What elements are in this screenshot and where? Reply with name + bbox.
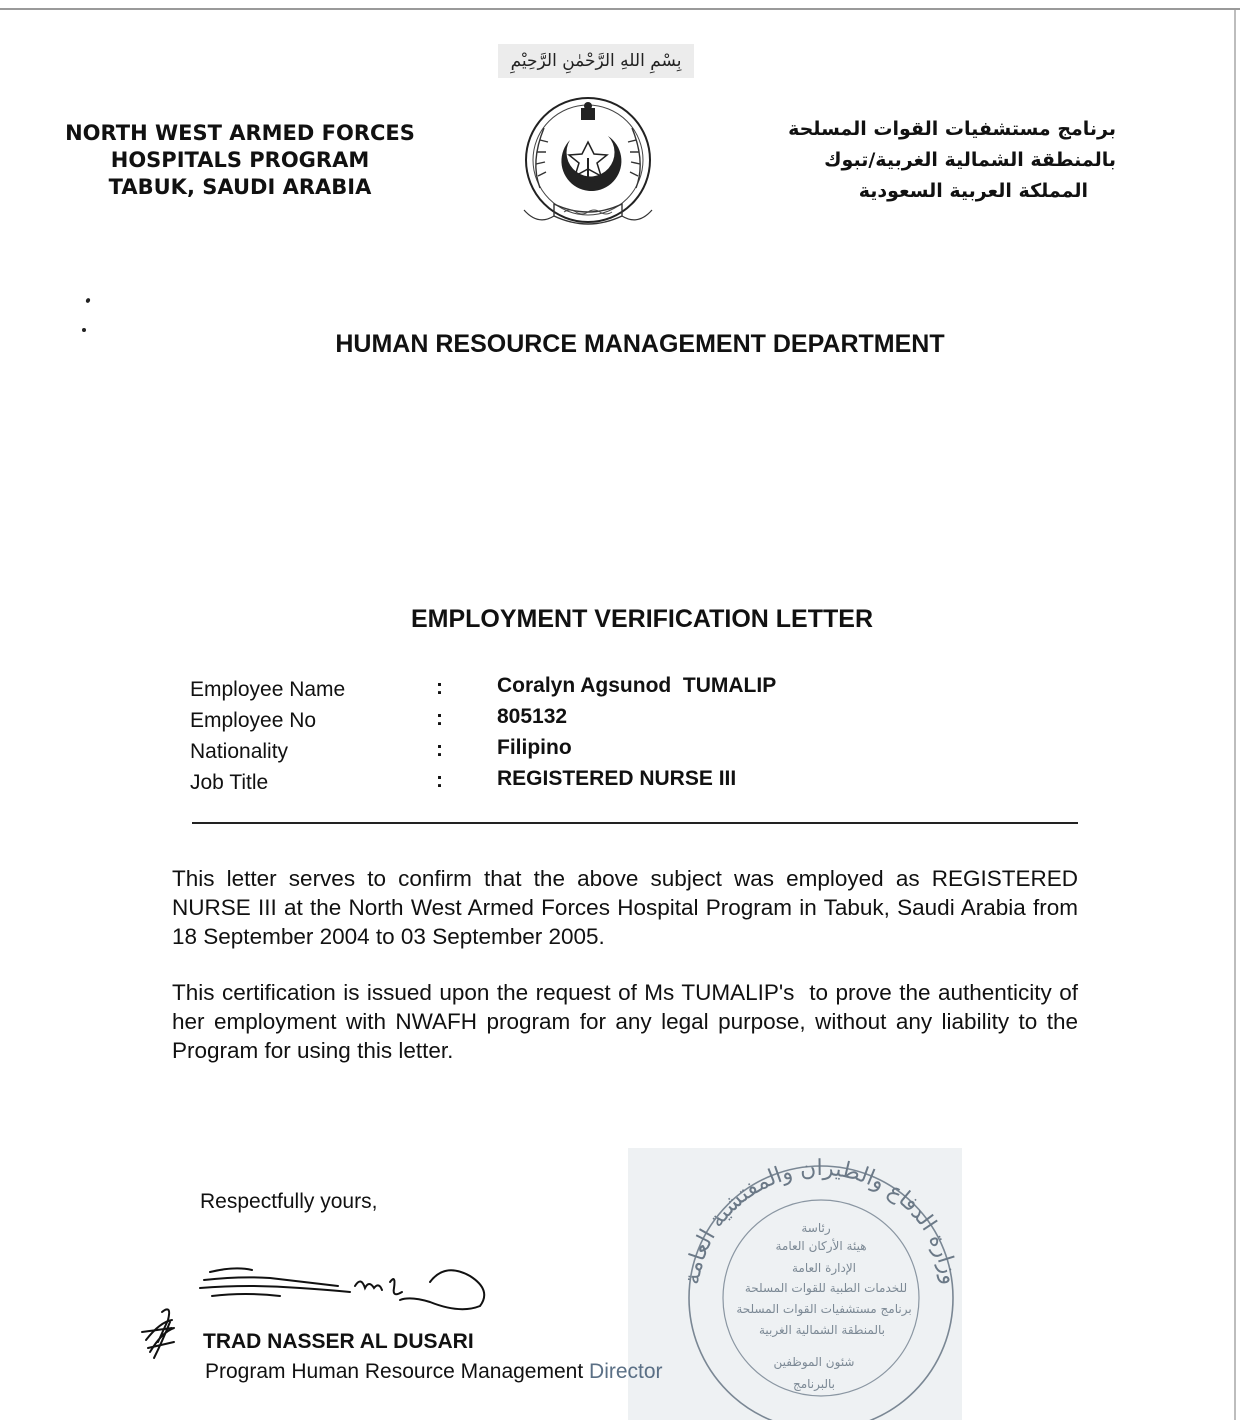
signer-name: TRAD NASSER AL DUSARI xyxy=(203,1330,474,1353)
stamp-line: برنامج مستشفيات القوات المسلحة xyxy=(736,1302,912,1316)
field-value: REGISTERED NURSE III xyxy=(497,767,737,790)
field-value: Filipino xyxy=(497,736,572,759)
org-ar-line-3: المملكة العربية السعودية xyxy=(858,180,1088,202)
page-top-rule xyxy=(0,8,1240,10)
body-paragraph-employment: This letter serves to confirm that the above subject was employed as REGISTERED NURSE III at the North West Armed Forces Hospital Program in Tabuk, Saudi Arabia from 18 September 2004 to 03 September 2005. xyxy=(172,866,1078,949)
stamp-line: بالبرنامج xyxy=(792,1377,836,1391)
org-en-line-3: TABUK, SAUDI ARABIA xyxy=(108,175,372,199)
stamp-line: رئاسة xyxy=(801,1221,831,1235)
stamp-line: هيئة الأركان العامة xyxy=(775,1239,867,1253)
department-heading: HUMAN RESOURCE MANAGEMENT DEPARTMENT xyxy=(335,330,945,358)
org-en-line-2: HOSPITALS PROGRAM xyxy=(110,148,370,172)
field-row-employee-no xyxy=(190,703,890,734)
field-separator: : xyxy=(436,738,443,761)
signer-title-main: Program Human Resource Management xyxy=(205,1360,584,1383)
field-label: Employee Name xyxy=(190,678,346,701)
field-row-employee-name xyxy=(190,672,890,703)
field-separator: : xyxy=(436,769,443,792)
employee-details xyxy=(190,672,890,796)
org-en-line-1: NORTH WEST ARMED FORCES xyxy=(65,121,415,145)
stamp-ring-text: وزارة الدفاع والطيران والمفتشية العامة xyxy=(679,1155,963,1287)
field-label: Job Title xyxy=(190,771,269,794)
page-right-edge xyxy=(1234,10,1236,1420)
letter-title: EMPLOYMENT VERIFICATION LETTER xyxy=(410,605,874,633)
armed-forces-emblem-icon xyxy=(518,92,658,240)
stamp-line: الإدارة العامة xyxy=(791,1261,857,1275)
stamp-line: شئون الموظفين xyxy=(773,1355,855,1369)
field-value: 805132 xyxy=(497,705,568,728)
closing-salutation: Respectfully yours, xyxy=(200,1190,378,1213)
org-ar-line-2: بالمنطقة الشمالية الغربية/تبوك xyxy=(824,149,1116,171)
handwritten-signature xyxy=(140,1262,500,1372)
stamp-line: بالمنطقة الشمالية الغربية xyxy=(759,1323,885,1337)
signer-title-director: Director xyxy=(589,1360,663,1383)
section-divider xyxy=(192,822,1078,824)
field-row-nationality xyxy=(190,734,890,765)
field-value: Coralyn Agsunod TUMALIP xyxy=(497,674,777,697)
organization-name-english xyxy=(40,120,440,201)
field-label: Employee No xyxy=(190,709,317,732)
field-row-job-title xyxy=(190,765,890,796)
organization-name-arabic xyxy=(740,114,1116,207)
signer-title xyxy=(205,1360,663,1384)
stamp-line: للخدمات الطبية للقوات المسلحة xyxy=(744,1281,908,1295)
official-stamp-icon xyxy=(666,1148,976,1420)
scan-speck xyxy=(85,297,91,303)
field-separator: : xyxy=(436,676,443,699)
basmala-calligraphy: بِسْمِ اللهِ الرَّحْمٰنِ الرَّحِيْمِ xyxy=(498,44,694,78)
field-label: Nationality xyxy=(190,740,289,763)
field-separator: : xyxy=(436,707,443,730)
body-paragraph-certification: This certification is issued upon the request of Ms TUMALIP's to prove the authenticity of her employment with NWAFH program for any legal purpose, without any liability to the Program for using this letter. xyxy=(172,980,1085,1063)
org-ar-line-1: برنامج مستشفيات القوات المسلحة xyxy=(788,118,1116,140)
